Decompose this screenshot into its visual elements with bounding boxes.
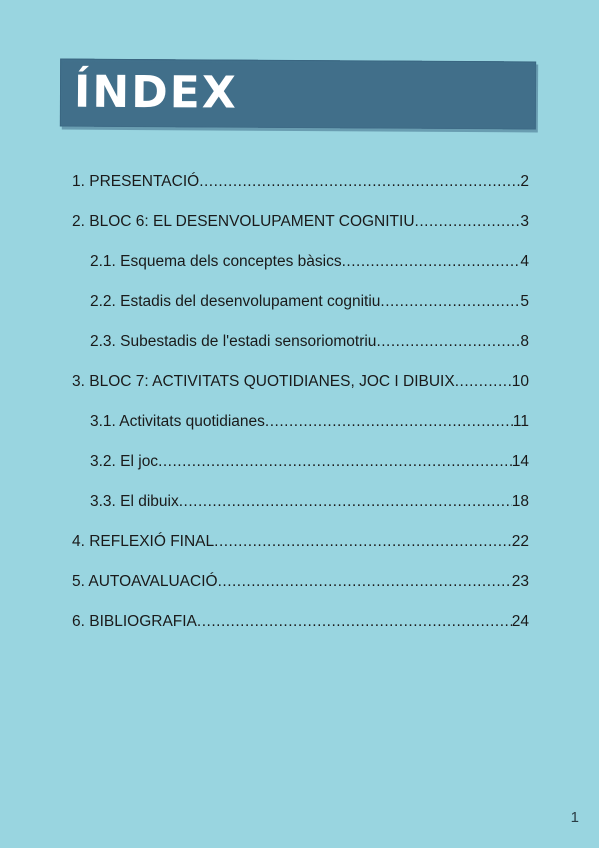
toc-entry-page: 23	[511, 573, 529, 590]
toc-entry[interactable]	[72, 611, 529, 633]
toc-entry-label: 2.3. Subestadis de l'estadi sensoriomotriu	[90, 333, 377, 350]
toc-entry[interactable]	[72, 571, 529, 593]
toc-entry[interactable]	[72, 171, 529, 193]
toc-leader-dots	[179, 491, 512, 513]
toc-entry-page: 22	[511, 533, 529, 550]
toc-entry-label: 3.2. El joc	[90, 453, 159, 470]
toc-entry-label: 3.1. Activitats quotidianes	[90, 413, 265, 430]
toc-entry[interactable]	[90, 491, 529, 513]
page-title: ÍNDEX	[73, 66, 238, 119]
toc-entry-page: 5	[520, 293, 529, 310]
toc-entry-label: 2. BLOC 6: EL DESENVOLUPAMENT COGNITIU	[72, 213, 415, 230]
toc-entry-page: 10	[511, 373, 529, 390]
toc-entry[interactable]	[90, 331, 529, 353]
toc-leader-dots	[218, 571, 512, 593]
toc-entry-page: 3	[520, 213, 529, 230]
toc-entry-page: 4	[520, 253, 529, 270]
toc-entry[interactable]	[72, 531, 529, 553]
toc-entry-label: 3. BLOC 7: ACTIVITATS QUOTIDIANES, JOC I DIBUIX	[72, 373, 455, 390]
toc-leader-dots	[199, 171, 520, 193]
toc-leader-dots	[376, 331, 520, 353]
toc-entry-label: 4. REFLEXIÓ FINAL	[72, 533, 215, 550]
toc-entry-page: 18	[511, 493, 529, 510]
toc-entry[interactable]	[72, 371, 529, 393]
toc-entry-page: 8	[520, 333, 529, 350]
toc-entry-label: 6. BIBLIOGRAFIA	[72, 613, 197, 630]
toc-entry[interactable]	[72, 211, 529, 233]
toc-entry-label: 1. PRESENTACIÓ	[72, 173, 200, 190]
title-banner	[60, 59, 536, 130]
toc-entry[interactable]	[90, 251, 529, 273]
toc-entry[interactable]	[90, 411, 529, 433]
toc-leader-dots	[380, 291, 520, 313]
toc-entry-label: 3.3. El dibuix	[90, 493, 179, 510]
toc-leader-dots	[158, 451, 512, 473]
toc-leader-dots	[265, 411, 513, 433]
toc-leader-dots	[415, 211, 521, 233]
toc-leader-dots	[342, 251, 521, 273]
toc-entry[interactable]	[90, 451, 529, 473]
toc-entry-label: 2.1. Esquema dels conceptes bàsics	[90, 253, 342, 270]
page-number: 1	[570, 809, 579, 826]
toc-entry-page: 14	[511, 453, 529, 470]
toc-entry[interactable]	[90, 291, 529, 313]
toc-leader-dots	[455, 371, 512, 393]
toc-entry-page: 2	[520, 173, 529, 190]
toc-entry-page: 11	[512, 413, 529, 430]
toc-leader-dots	[197, 611, 512, 633]
toc-entry-label: 2.2. Estadis del desenvolupament cognitiu	[90, 293, 381, 310]
toc-leader-dots	[214, 531, 512, 553]
toc-entry-label: 5. AUTOAVALUACIÓ	[72, 573, 218, 590]
toc-entry-page: 24	[511, 613, 529, 630]
